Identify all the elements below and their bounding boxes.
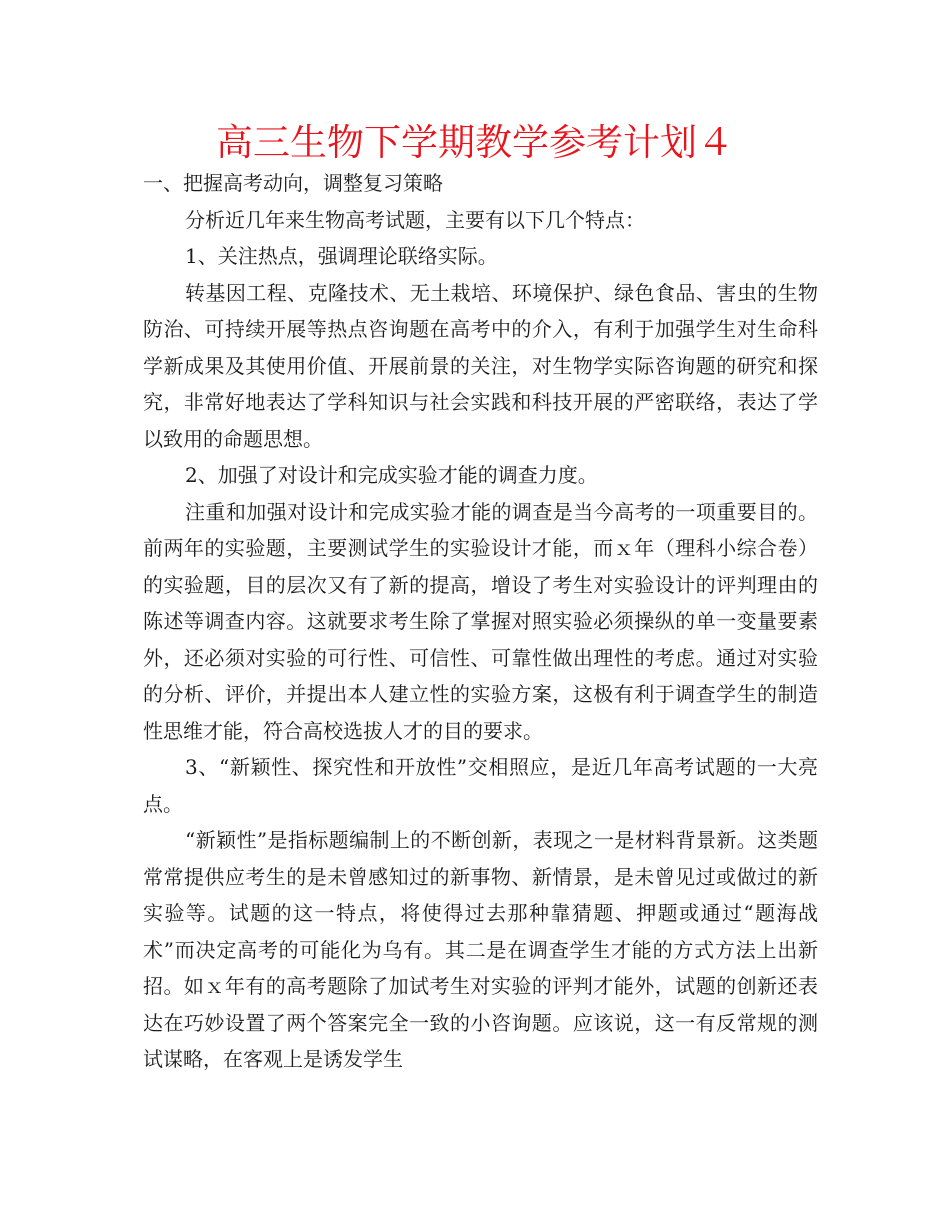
section-heading: 一、把握高考动向，调整复习策略 <box>143 171 443 195</box>
paragraph: 注重和加强对设计和完成实验才能的调查是当今高考的一项重要目的。前两年的实验题，主要测试学生的实验设计才能，而ｘ年（理科小综合卷）的实验题，目的层次又有了新的提高，增设了考生对实验设计的评判理由的陈述等调查内容。这就要求考生除了掌握对照实验必须操纵的单一变量要素外，还必须对实验的可行性、可信性、可靠性做出理性的考虑。通过对实验的分析、评价，并提出本人建立性的实验方案，这极有利于调查学生的制造性思维才能，符合高校选拔人才的目的要求。 <box>143 499 818 743</box>
paragraph: 2、加强了对设计和完成实验才能的调查力度。 <box>185 463 598 487</box>
document-body <box>143 165 818 1078</box>
paragraph: 1、关注热点，强调理论联络实际。 <box>185 244 498 268</box>
paragraph: 分析近几年来生物高考试题，主要有以下几个特点： <box>185 207 645 232</box>
document-title: 高三生物下学期教学参考计划４ <box>216 121 734 164</box>
paragraph: “新颖性”是指标题编制上的不断创新，表现之一是材料背景新。这类题常常提供应考生的是未曾感知过的新事物、新情景，是未曾见过或做过的新实验等。试题的这一特点，将使得过去那种靠猜题、押题或通过“题海战术”而决定高考的可能化为乌有。其二是在调查学生才能的方式方法上出新招。如ｘ年有的高考题除了加试考生对实验的评判才能外，试题的创新还表达在巧妙设置了两个答案完全一致的小咨询题。应该说，这一有反常规的测试谋略，在客观上是诱发学生 <box>143 828 818 1071</box>
paragraph: 3、“新颖性、探究性和开放性”交相照应，是近几年高考试题的一大亮点。 <box>143 755 818 816</box>
paragraph: 转基因工程、克隆技术、无土栽培、环境保护、绿色食品、害虫的生物防治、可持续开展等热点咨询题在高考中的介入，有利于加强学生对生命科学新成果及其使用价值、开展前景的关注，对生物学实际咨询题的研究和探究，非常好地表达了学科知识与社会实践和科技开展的严密联络，表达了学以致用的命题思想。 <box>143 280 818 451</box>
